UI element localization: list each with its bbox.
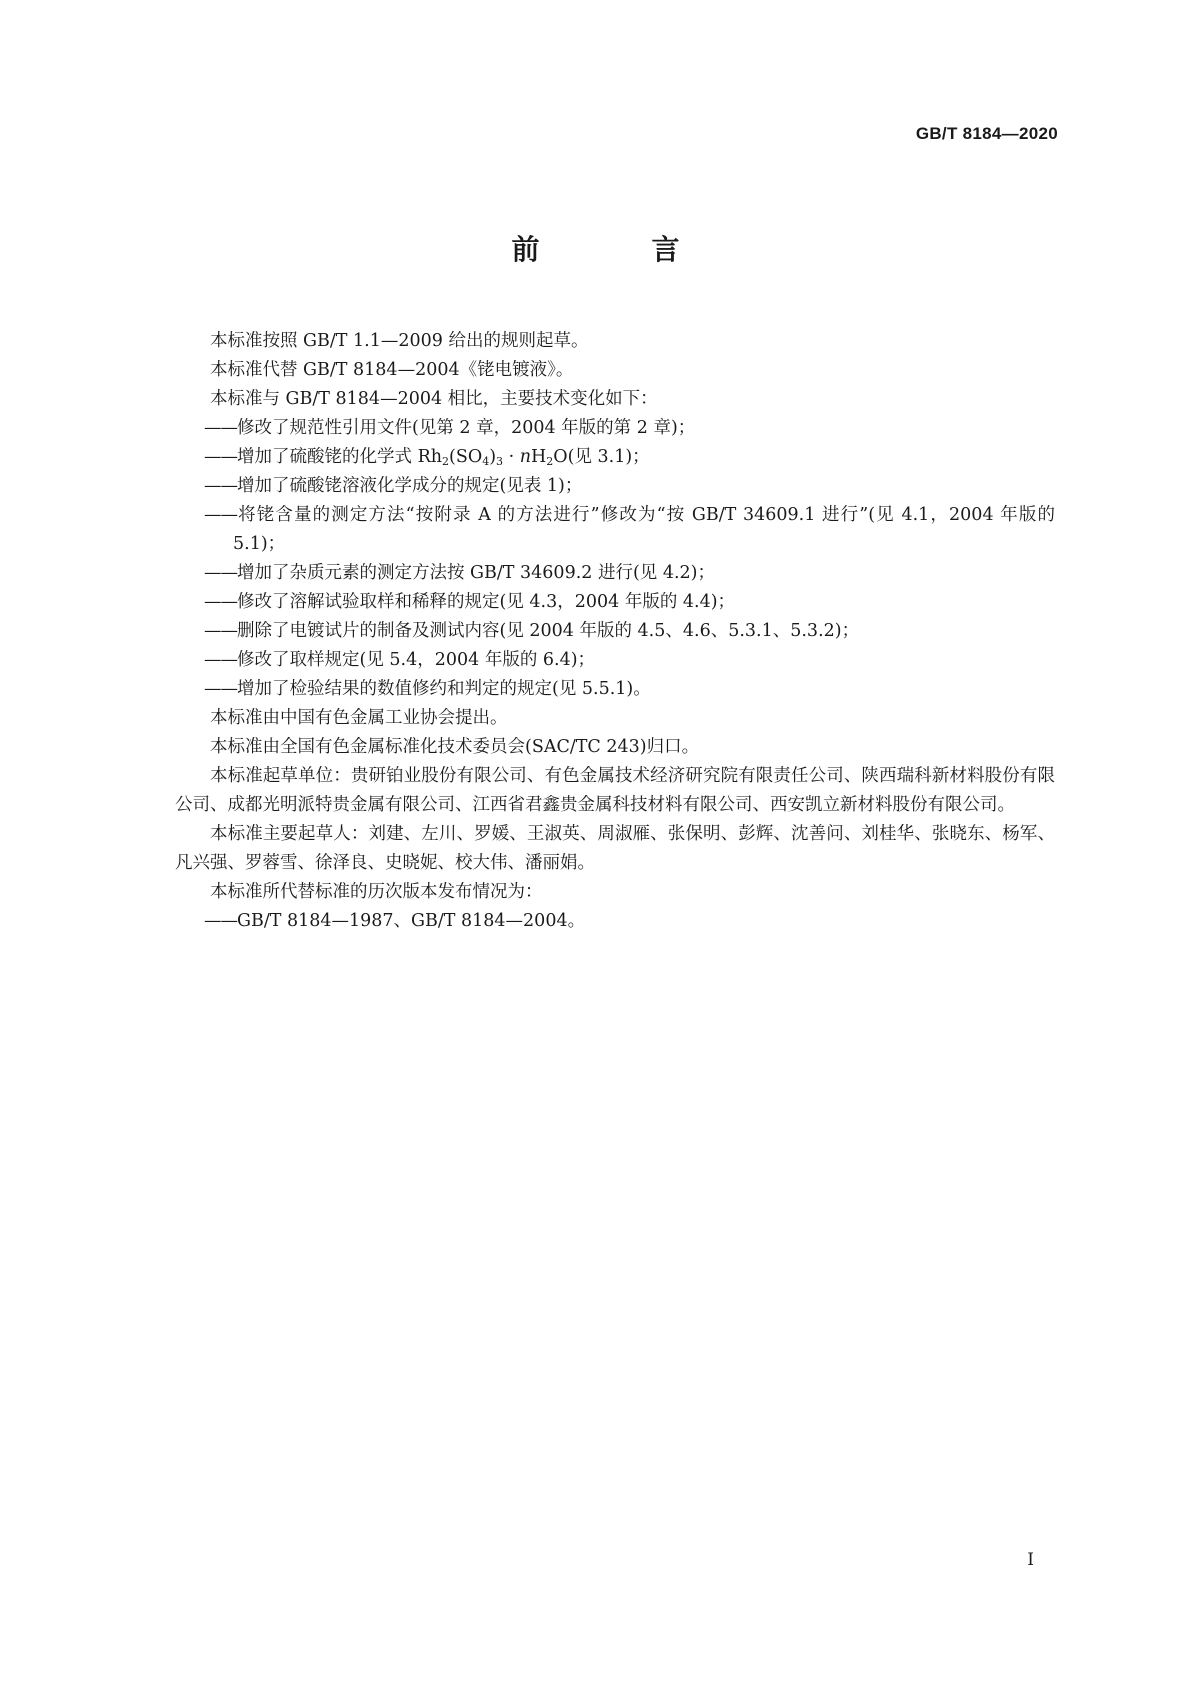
change-item-impurity-method bbox=[175, 559, 1055, 588]
change-item-references bbox=[175, 414, 1055, 443]
dash-marker: —— bbox=[204, 592, 237, 612]
change-item-text: 增加了硫酸铑的化学式 bbox=[237, 447, 418, 467]
formula-o: O bbox=[553, 447, 568, 467]
paragraph-proposer: 本标准由中国有色金属工业协会提出。 bbox=[210, 708, 508, 728]
formula-dot: · bbox=[503, 447, 520, 467]
formula-h: H bbox=[531, 447, 547, 467]
change-item-suffix: (见 3.1)； bbox=[567, 447, 650, 467]
dash-marker: —— bbox=[204, 621, 237, 641]
dash-marker: —— bbox=[204, 505, 237, 525]
standard-code-header: GB/T 8184—2020 bbox=[915, 124, 1058, 143]
page-title: 前 言 bbox=[511, 233, 722, 266]
change-item-text: 增加了检验结果的数值修约和判定的规定(见 5.5.1)。 bbox=[237, 679, 651, 699]
paragraph-drafting-units: 本标准起草单位：贵研铂业股份有限公司、有色金属技术经济研究院有限责任公司、陕西瑞科新材料股份有限公司、成都光明派特贵金属有限公司、江西省君鑫贵金属科技材料有限公司、西安凯立新材料股份有限公司。 bbox=[175, 766, 1055, 815]
dash-marker: —— bbox=[204, 476, 237, 496]
page-number: I bbox=[1027, 1550, 1034, 1570]
dash-marker: —— bbox=[204, 418, 237, 438]
change-item-text: 删除了电镀试片的制备及测试内容(见 2004 年版的 4.5、4.6、5.3.1、5.3.2)； bbox=[237, 621, 860, 641]
formula-rh: Rh bbox=[417, 447, 443, 467]
change-item-rhodium-method bbox=[175, 501, 1055, 559]
chemical-formula bbox=[418, 447, 568, 467]
formula-so-open: (SO bbox=[449, 447, 483, 467]
paragraph-drafting-rules: 本标准按照 GB/T 1.1—2009 给出的规则起草。 bbox=[210, 331, 589, 351]
change-item-text: 将铑含量的测定方法“按附录 A 的方法进行”修改为“按 GB/T 34609.1 进行”(见 4.1，2004 年版的 5.1)； bbox=[233, 505, 1055, 554]
change-item-rounding bbox=[175, 675, 1055, 704]
paragraph-drafters: 本标准主要起草人：刘建、左川、罗媛、王淑英、周淑雁、张保明、彭辉、沈善问、刘桂华、张晓东、杨军、凡兴强、罗蓉雪、徐泽良、史晓妮、校大伟、潘丽娟。 bbox=[175, 824, 1055, 873]
change-item-text: 增加了杂质元素的测定方法按 GB/T 34609.2 进行(见 4.2)； bbox=[237, 563, 716, 583]
paragraph-changes-intro: 本标准与 GB/T 8184—2004 相比，主要技术变化如下： bbox=[210, 389, 658, 409]
paragraph-replaces: 本标准代替 GB/T 8184—2004《铑电镀液》。 bbox=[210, 360, 574, 380]
history-item-text: GB/T 8184—1987、GB/T 8184—2004。 bbox=[237, 911, 586, 931]
paragraph-history-intro: 本标准所代替标准的历次版本发布情况为： bbox=[210, 882, 543, 902]
formula-sub-4: 4 bbox=[482, 455, 490, 468]
change-item-composition bbox=[175, 472, 1055, 501]
change-item-dissolution bbox=[175, 588, 1055, 617]
dash-marker: —— bbox=[204, 650, 237, 670]
formula-n: n bbox=[519, 447, 531, 467]
paragraph-administrator: 本标准由全国有色金属标准化技术委员会(SAC/TC 243)归口。 bbox=[210, 737, 700, 757]
dash-marker: —— bbox=[204, 447, 237, 467]
formula-sub-h: 2 bbox=[546, 455, 554, 468]
formula-sub-2: 2 bbox=[442, 455, 450, 468]
foreword-body bbox=[175, 327, 1055, 936]
dash-marker: —— bbox=[204, 563, 237, 583]
dash-marker: —— bbox=[204, 911, 237, 931]
change-item-text: 修改了溶解试验取样和稀释的规定(见 4.3，2004 年版的 4.4)； bbox=[237, 592, 736, 612]
change-item-sampling bbox=[175, 646, 1055, 675]
change-item-plating-test bbox=[175, 617, 1055, 646]
formula-so-close: ) bbox=[489, 447, 497, 467]
history-item bbox=[175, 907, 1055, 936]
dash-marker: —— bbox=[204, 679, 237, 699]
formula-sub-3: 3 bbox=[496, 455, 504, 468]
change-item-formula bbox=[175, 443, 1055, 472]
change-item-text: 增加了硫酸铑溶液化学成分的规定(见表 1)； bbox=[237, 476, 583, 496]
change-item-text: 修改了取样规定(见 5.4，2004 年版的 6.4)； bbox=[237, 650, 596, 670]
change-item-text: 修改了规范性引用文件(见第 2 章，2004 年版的第 2 章)； bbox=[237, 418, 696, 438]
